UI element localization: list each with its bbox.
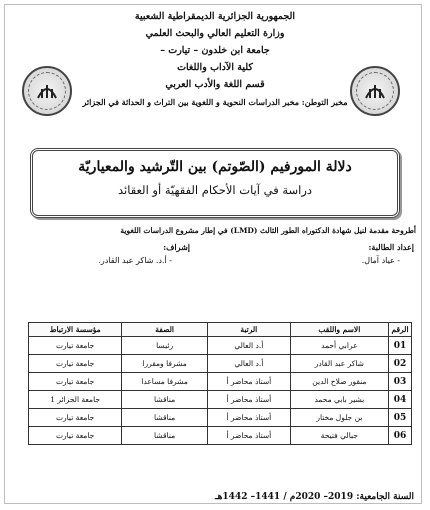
thesis-subtitle: دراسة في آيات الأحكام الفقهيّة أو العقائد xyxy=(117,183,313,197)
row-number: 03 xyxy=(389,373,412,391)
member-name: جبالي فتيحة xyxy=(290,427,388,445)
member-name: عرابي أحمد xyxy=(290,337,388,355)
row-number: 05 xyxy=(389,409,412,427)
header-rank: الرتبة xyxy=(207,323,290,337)
member-institution: جامعة الجزائر 1 xyxy=(29,391,122,409)
member-rank: أستاذ محاضر أ xyxy=(207,373,290,391)
academic-year: السنة الجامعية: 2019– 2020م / 1441– 1442هـ xyxy=(215,492,414,502)
member-rank: أ.د العالي xyxy=(207,337,290,355)
supervisor-name: - أ.د. شاكر عبد القادر. xyxy=(98,256,172,265)
header-role: الصفة xyxy=(122,323,208,337)
member-institution: جامعة تيارت xyxy=(29,337,122,355)
table-row xyxy=(29,373,412,391)
member-name: شاكر عبد القادر xyxy=(290,355,388,373)
table-row xyxy=(29,355,412,373)
member-institution: جامعة تيارت xyxy=(29,355,122,373)
department-line: قسم اللغة والأدب العربي xyxy=(165,79,265,90)
header-institution: مؤسسة الارتباط xyxy=(29,323,122,337)
thesis-note: أطروحة مقدمة لنيل شهادة الدكتوراه الطور الثالث (LMD) في إطار مشروع الدراسات اللغوية xyxy=(120,226,416,235)
member-name: بشير بابي محمد xyxy=(290,391,388,409)
row-number: 04 xyxy=(389,391,412,409)
university-seal-icon xyxy=(350,66,400,116)
university-seal-icon xyxy=(22,66,72,116)
thesis-title: دلالة المورفيم (الصّوتم) بين التّرشيد والمعياريّة xyxy=(78,159,352,175)
table-header-row xyxy=(29,323,412,337)
ministry-line: وزارة التعليم العالي والبحث العلمي xyxy=(145,28,285,39)
member-role: رئيسا xyxy=(122,337,208,355)
row-number: 01 xyxy=(389,337,412,355)
member-rank: أستاذ محاضر أ xyxy=(207,391,290,409)
member-role: مشرفا ومقررا xyxy=(122,355,208,373)
table-row xyxy=(29,391,412,409)
table-row xyxy=(29,409,412,427)
row-number: 06 xyxy=(389,427,412,445)
member-rank: أ.د العالي xyxy=(207,355,290,373)
member-role: مناقشا xyxy=(122,391,208,409)
member-role: مناقشا xyxy=(122,409,208,427)
header-name: الاسم واللقب xyxy=(290,323,388,337)
member-rank: أستاذ محاضر أ xyxy=(207,427,290,445)
lab-line: مخبر التوطن: مخبر الدراسات النحوية و اللغوية بين التراث و الحداثة في الجزائر xyxy=(82,97,348,107)
student-name: - عياد آمال. xyxy=(361,256,400,265)
student-label: إعداد الطالبة: xyxy=(368,242,414,252)
supervisor-label: إشراف: xyxy=(163,242,190,252)
table-row xyxy=(29,337,412,355)
faculty-line: كلية الآداب واللغات xyxy=(177,62,253,73)
member-name: بن جلول مختار xyxy=(290,409,388,427)
seal-ring xyxy=(356,72,394,110)
university-line: جامعة ابن خلدون – تيارت – xyxy=(160,45,270,56)
member-role: مشرفا مساعدا xyxy=(122,373,208,391)
member-institution: جامعة تيارت xyxy=(29,409,122,427)
header-number: الرقم xyxy=(389,323,412,337)
member-name: منقور صلاح الدين xyxy=(290,373,388,391)
member-institution: جامعة تيارت xyxy=(29,373,122,391)
seal-ring xyxy=(28,72,66,110)
committee-table xyxy=(28,322,412,445)
thesis-title-box xyxy=(30,148,400,218)
member-institution: جامعة تيارت xyxy=(29,427,122,445)
member-role: مناقشا xyxy=(122,427,208,445)
row-number: 02 xyxy=(389,355,412,373)
table-row xyxy=(29,427,412,445)
member-rank: أستاذ محاضر أ xyxy=(207,409,290,427)
republic-line: الجمهورية الجزائرية الديمقراطية الشعبية xyxy=(134,11,296,22)
